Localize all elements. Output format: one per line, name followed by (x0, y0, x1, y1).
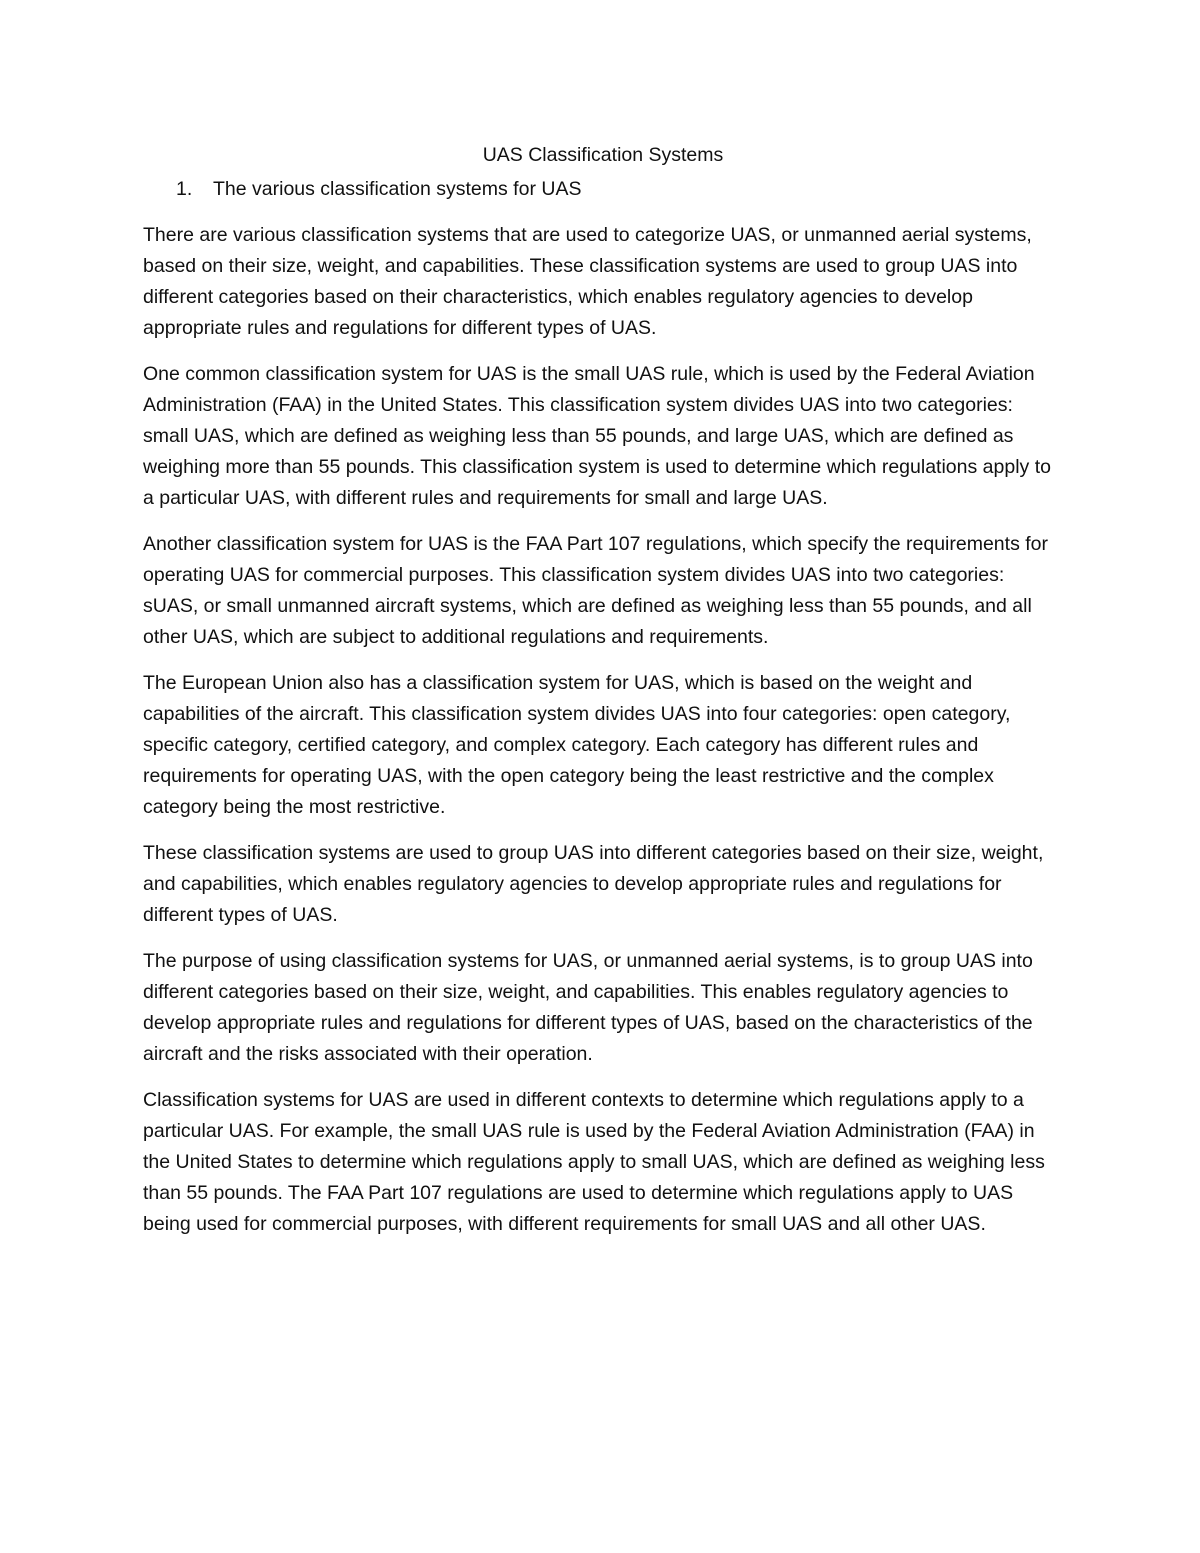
paragraph: These classification systems are used to group UAS into different categories based on their size, weight, and capabilities, which enables regulatory agencies to develop appropriate rules and regulations for different types of UAS. (143, 842, 1044, 926)
paragraph: The purpose of using classification systems for UAS, or unmanned aerial systems, is to group UAS into different categories based on their size, weight, and capabilities. This enables regulatory agencies to develop appropriate rules and regulations for different types of UAS, based on the characteristics of the aircraft and the risks associated with their operation. (143, 950, 1033, 1065)
paragraph: There are various classification systems that are used to categorize UAS, or unmanned aerial systems, based on their size, weight, and capabilities. These classification systems are used to group UAS into different categories based on their characteristics, which enables regulatory agencies to develop appropriate rules and regulations for different types of UAS. (143, 224, 1032, 339)
paragraph: Classification systems for UAS are used in different contexts to determine which regulations apply to a particular UAS. For example, the small UAS rule is used by the Federal Aviation Administration (FAA) in the United States to determine which regulations apply to small UAS, which are defined as weighing less than 55 pounds. The FAA Part 107 regulations are used to determine which regulations apply to UAS being used for commercial purposes, with different requirements for small UAS and all other UAS. (143, 1089, 1045, 1235)
document-title: UAS Classification Systems (482, 144, 724, 166)
list-item-number: 1. (176, 178, 193, 200)
paragraph: Another classification system for UAS is the FAA Part 107 regulations, which specify the requirements for operating UAS for commercial purposes. This classification system divides UAS into two categories: sUAS, or small unmanned aircraft systems, which are defined as weighing less than 55 pounds, and all other UAS, which are subject to additional regulations and requirements. (143, 533, 1048, 648)
list-item-text: The various classification systems for UAS (213, 178, 582, 200)
paragraph: The European Union also has a classification system for UAS, which is based on the weight and capabilities of the aircraft. This classification system divides UAS into four categories: open category, specific category, certified category, and complex category. Each category has different rules and requirements for operating UAS, with the open category being the least restrictive and the complex category being the most restrictive. (143, 672, 1011, 818)
numbered-list (143, 174, 1063, 205)
list-item (143, 174, 1063, 205)
paragraph: One common classification system for UAS is the small UAS rule, which is used by the Federal Aviation Administration (FAA) in the United States. This classification system divides UAS into two categories: small UAS, which are defined as weighing less than 55 pounds, and large UAS, which are defined as weighing more than 55 pounds. This classification system is used to determine which regulations apply to a particular UAS, with different rules and requirements for small and large UAS. (143, 363, 1051, 509)
document-body (143, 140, 1063, 1255)
